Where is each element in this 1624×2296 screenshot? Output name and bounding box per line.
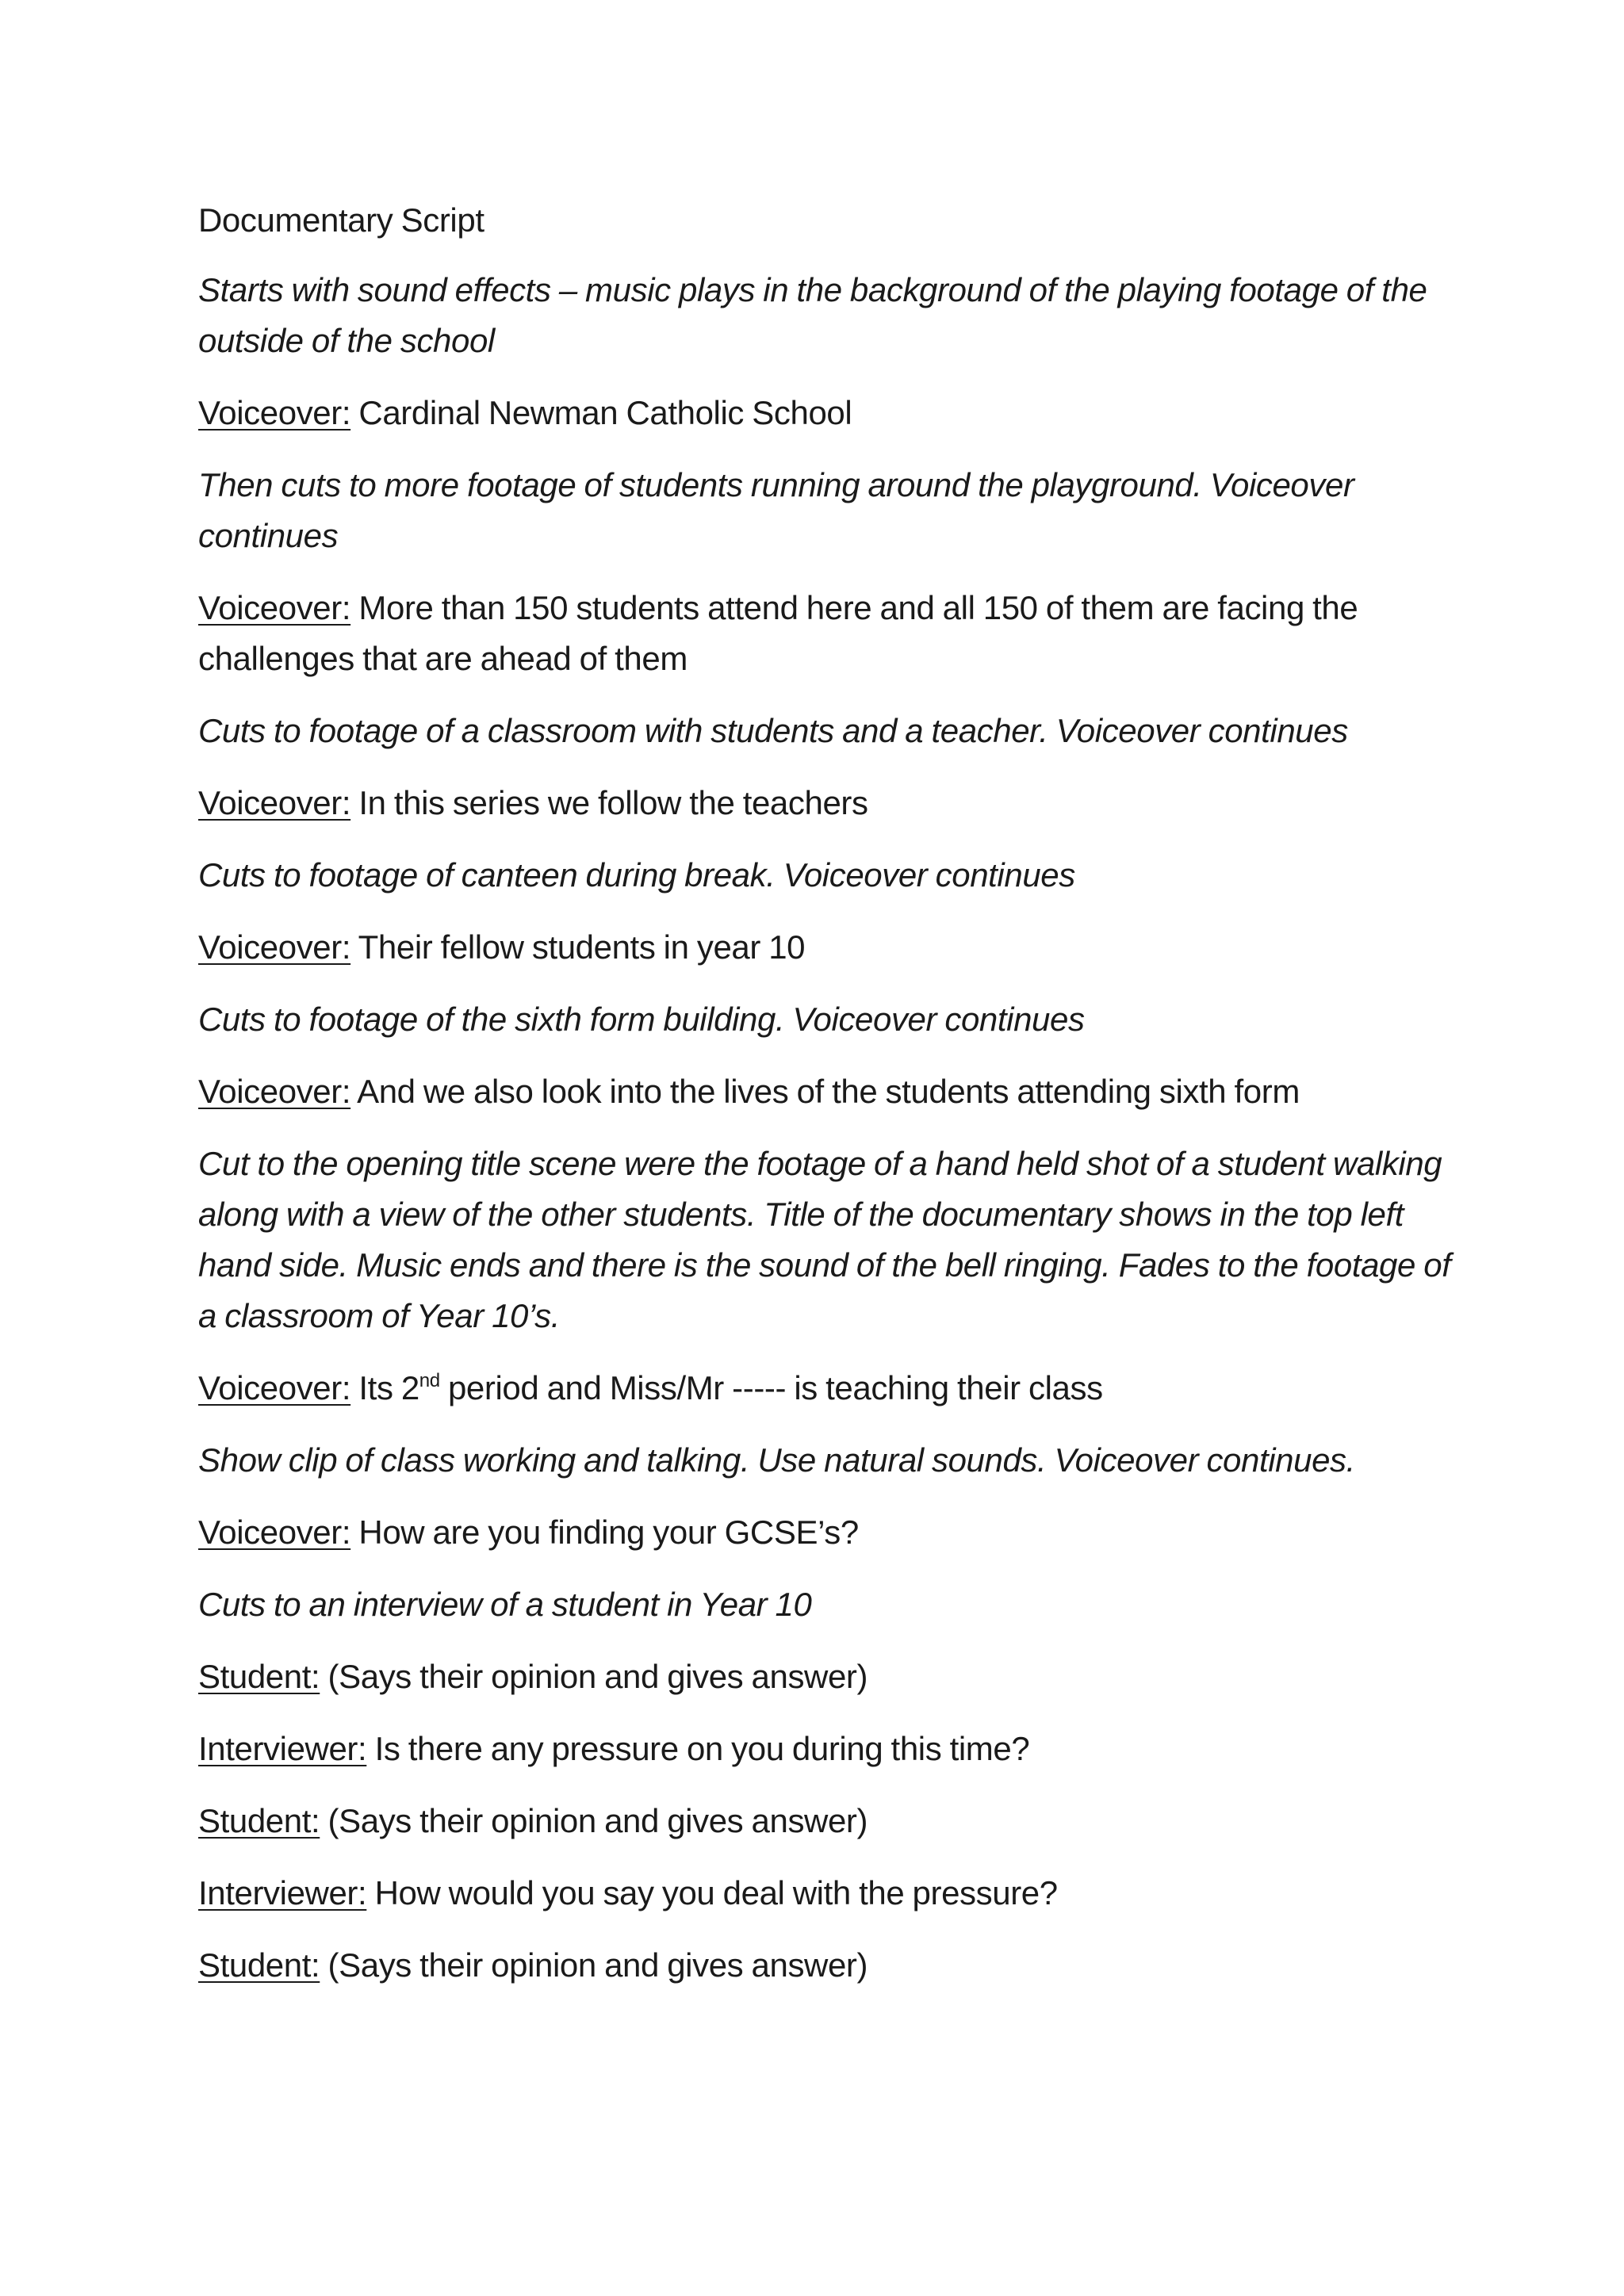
dialogue-text: (Says their opinion and gives answer) <box>327 1946 868 1984</box>
dialogue-text: More than 150 students attend here and all 150 of them are facing the challenges that are ahead of them <box>198 589 1358 677</box>
speaker-label: Voiceover: <box>198 1073 351 1110</box>
dialogue-line <box>198 1940 1451 1991</box>
dialogue-text: How would you say you deal with the pressure? <box>374 1874 1058 1911</box>
dialogue-line <box>198 388 1451 438</box>
speaker-label: Interviewer: <box>198 1874 367 1911</box>
stage-direction: Cut to the opening title scene were the footage of a hand held shot of a student walking along with a view of the other students. Title of the documentary shows in the top left hand side. Music ends and there is the sound of the bell ringing. Fades to the footage of a classroom of Year 10’s. <box>198 1145 1451 1334</box>
dialogue-line <box>198 1507 1451 1558</box>
stage-direction: Cuts to footage of canteen during break. Voiceover continues <box>198 856 1075 894</box>
dialogue-text: And we also look into the lives of the students attending sixth form <box>357 1073 1300 1110</box>
dialogue-text: Is there any pressure on you during this time? <box>374 1730 1030 1767</box>
document-title: Documentary Script <box>198 201 485 239</box>
dialogue-line <box>198 1796 1451 1846</box>
script-body <box>198 195 1451 2012</box>
stage-direction: Cuts to footage of a classroom with students and a teacher. Voiceover continues <box>198 712 1348 749</box>
stage-direction: Then cuts to more footage of students running around the playground. Voiceover continues <box>198 466 1354 554</box>
dialogue-line <box>198 1651 1451 1702</box>
ordinal-superscript: nd <box>419 1370 440 1391</box>
speaker-label: Voiceover: <box>198 589 351 626</box>
dialogue-text-after: period and Miss/Mr ----- is teaching their class <box>439 1369 1103 1406</box>
speaker-label: Voiceover: <box>198 784 351 821</box>
stage-direction: Cuts to footage of the sixth form building. Voiceover continues <box>198 1001 1085 1038</box>
dialogue-line <box>198 583 1451 684</box>
speaker-label: Student: <box>198 1946 320 1984</box>
dialogue-text: Cardinal Newman Catholic School <box>358 394 852 431</box>
stage-direction: Starts with sound effects – music plays in the background of the playing footage of the outside of the school <box>198 271 1427 359</box>
dialogue-text: Their fellow students in year 10 <box>358 928 806 966</box>
stage-direction: Cuts to an interview of a student in Year 10 <box>198 1586 812 1623</box>
dialogue-text-before: Its 2 <box>358 1369 419 1406</box>
dialogue-line <box>198 778 1451 828</box>
stage-direction: Show clip of class working and talking. Use natural sounds. Voiceover continues. <box>198 1441 1355 1479</box>
dialogue-text: (Says their opinion and gives answer) <box>327 1802 868 1839</box>
dialogue-line <box>198 1724 1451 1774</box>
dialogue-line <box>198 1363 1451 1414</box>
dialogue-line <box>198 922 1451 973</box>
dialogue-line <box>198 1066 1451 1117</box>
dialogue-text: How are you finding your GCSE’s? <box>358 1513 859 1551</box>
speaker-label: Voiceover: <box>198 394 351 431</box>
speaker-label: Interviewer: <box>198 1730 367 1767</box>
speaker-label: Voiceover: <box>198 1369 351 1406</box>
speaker-label: Student: <box>198 1802 320 1839</box>
speaker-label: Voiceover: <box>198 928 351 966</box>
dialogue-text: (Says their opinion and gives answer) <box>327 1658 868 1695</box>
speaker-label: Student: <box>198 1658 320 1695</box>
speaker-label: Voiceover: <box>198 1513 351 1551</box>
dialogue-line <box>198 1868 1451 1919</box>
dialogue-text: In this series we follow the teachers <box>358 784 868 821</box>
